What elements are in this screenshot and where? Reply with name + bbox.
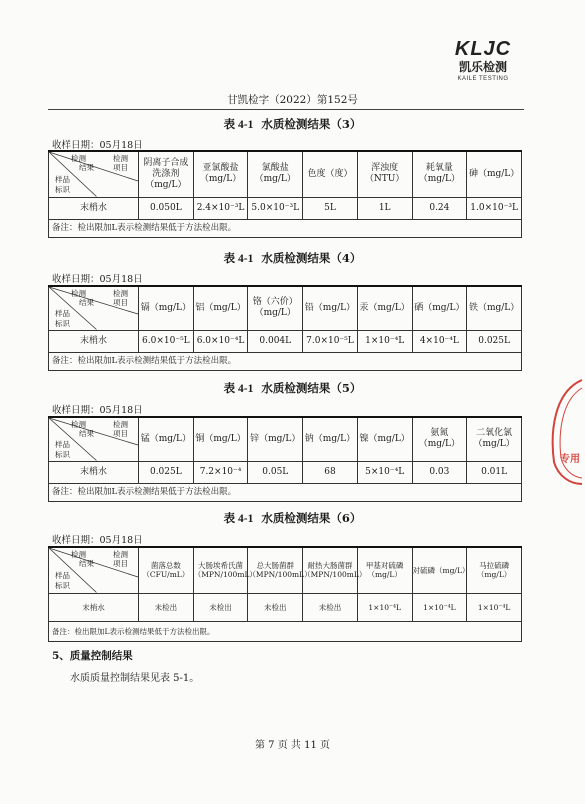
column-header: 硒（mg/L） — [412, 286, 467, 330]
diagonal-header-cell — [49, 417, 139, 461]
results-table — [48, 546, 522, 642]
row-label: 末梢水 — [49, 461, 139, 483]
diag-label-a: 检测 — [71, 289, 86, 298]
value-cell: 7.0×10⁻⁵L — [303, 330, 358, 352]
column-header: 氨氮（mg/L） — [412, 417, 467, 461]
diag-label-f: 标识 — [55, 185, 70, 194]
diag-label-d: 项目 — [113, 429, 128, 438]
value-cell: 未检出 — [139, 593, 194, 621]
table-note: 备注：检出限加L表示检测结果低于方法检出限。 — [49, 219, 522, 237]
value-cell: 7.2×10⁻⁴ — [193, 461, 248, 483]
column-header: 甲基对硫磷（mg/L） — [357, 547, 412, 593]
value-cell: 6.0×10⁻⁵L — [139, 330, 194, 352]
diag-label-b: 检测 — [113, 154, 128, 163]
table-title — [0, 250, 585, 266]
table-title-number: 表 4-1 — [223, 119, 254, 131]
value-cell: 1×10⁻⁴L — [357, 330, 412, 352]
logo-mark: KLJC — [454, 38, 512, 60]
diag-label-c: 结果 — [79, 559, 94, 568]
value-cell: 5×10⁻⁴L — [357, 461, 412, 483]
logo-english-name: KAILE TESTING — [457, 76, 509, 82]
table-title-text: 水质检测结果（6） — [261, 511, 362, 525]
receive-date: 收样日期：05月18日 — [52, 535, 143, 546]
table-title-text: 水质检测结果（5） — [261, 381, 362, 395]
diag-label-e: 样品 — [55, 175, 70, 184]
diag-label-c: 结果 — [79, 163, 94, 172]
column-header: 铝（mg/L） — [193, 286, 248, 330]
column-header: 耗氧量（mg/L） — [412, 151, 467, 197]
diag-label-a: 检测 — [71, 550, 86, 559]
value-cell: 2.4×10⁻³L — [193, 197, 248, 219]
table-note: 备注：检出限加L表示检测结果低于方法检出限。 — [49, 621, 522, 641]
value-cell: 1×10⁻⁴L — [357, 593, 412, 621]
table-row — [49, 330, 522, 352]
diag-label-e: 样品 — [55, 309, 70, 318]
page-footer: 第 7 页 共 11 页 — [255, 740, 330, 751]
diag-label-f: 标识 — [55, 450, 70, 459]
table-title — [0, 380, 585, 396]
diag-label-b: 检测 — [113, 289, 128, 298]
value-cell: 0.24 — [412, 197, 467, 219]
value-cell: 0.01L — [467, 461, 522, 483]
row-label: 末梢水 — [49, 197, 139, 219]
diag-label-c: 结果 — [79, 298, 94, 307]
value-cell: 未检出 — [303, 593, 358, 621]
column-header: 镉（mg/L） — [139, 286, 194, 330]
diagonal-header-cell — [49, 547, 139, 593]
value-cell: 1×10⁻⁴L — [467, 593, 522, 621]
results-table — [48, 285, 522, 371]
value-cell: 未检出 — [248, 593, 303, 621]
section-heading: 5、质量控制结果 — [52, 650, 133, 662]
header-rule — [48, 109, 524, 110]
value-cell: 0.025L — [467, 330, 522, 352]
stamp-text: 专用 — [560, 454, 580, 465]
value-cell: 0.050L — [139, 197, 194, 219]
column-header: 阴离子合成洗涤剂（mg/L） — [139, 151, 194, 197]
table-row — [49, 461, 522, 483]
column-header: 铬（六价）（mg/L） — [248, 286, 303, 330]
value-cell: 5L — [303, 197, 358, 219]
logo-chinese-name: 凯乐检测 — [458, 60, 507, 74]
diag-label-e: 样品 — [55, 440, 70, 449]
table-note: 备注：检出限加L表示检测结果低于方法检出限。 — [49, 352, 522, 370]
diag-label-f: 标识 — [55, 581, 70, 590]
row-label: 末梢水 — [49, 593, 139, 621]
table-title-text: 水质检测结果（4） — [261, 251, 362, 265]
column-header: 大肠埃希氏菌（MPN/100mL） — [193, 547, 248, 593]
value-cell: 0.025L — [139, 461, 194, 483]
column-header: 二氧化氯（mg/L） — [467, 417, 522, 461]
column-header: 菌落总数（CFU/mL） — [139, 547, 194, 593]
column-header: 对硫磷（mg/L） — [412, 547, 467, 593]
receive-date: 收样日期：05月18日 — [52, 140, 143, 151]
red-seal-stamp — [548, 378, 582, 486]
document-number: 甘凯检字（2022）第152号 — [227, 94, 358, 106]
section-text: 水质质量控制结果见表 5-1。 — [70, 673, 200, 684]
diag-label-f: 标识 — [55, 319, 70, 328]
column-header: 镍（mg/L） — [357, 417, 412, 461]
column-header: 砷（mg/L） — [467, 151, 522, 197]
table-note: 备注：检出限加L表示检测结果低于方法检出限。 — [49, 483, 522, 501]
value-cell: 6.0×10⁻⁴L — [193, 330, 248, 352]
column-header: 总大肠菌群（MPN/100mL） — [248, 547, 303, 593]
column-header: 浑浊度（NTU） — [357, 151, 412, 197]
value-cell: 0.03 — [412, 461, 467, 483]
table-title — [0, 510, 585, 526]
column-header: 锰（mg/L） — [139, 417, 194, 461]
value-cell: 1.0×10⁻³L — [467, 197, 522, 219]
table-row — [49, 197, 522, 219]
column-header: 铁（mg/L） — [467, 286, 522, 330]
value-cell: 未检出 — [193, 593, 248, 621]
column-header: 汞（mg/L） — [357, 286, 412, 330]
diag-label-e: 样品 — [55, 571, 70, 580]
diag-label-d: 项目 — [113, 559, 128, 568]
column-header: 铅（mg/L） — [303, 286, 358, 330]
column-header: 马拉硫磷（mg/L） — [467, 547, 522, 593]
diag-label-d: 项目 — [113, 298, 128, 307]
table-title — [0, 116, 585, 132]
diag-label-b: 检测 — [113, 550, 128, 559]
table-title-text: 水质检测结果（3） — [261, 117, 362, 131]
diagonal-header-cell — [49, 151, 139, 197]
value-cell: 1L — [357, 197, 412, 219]
diag-label-a: 检测 — [71, 420, 86, 429]
column-header: 色度（度） — [303, 151, 358, 197]
table-title-number: 表 4-1 — [223, 383, 254, 395]
value-cell: 4×10⁻⁴L — [412, 330, 467, 352]
table-row — [49, 593, 522, 621]
diag-label-d: 项目 — [113, 163, 128, 172]
value-cell: 0.004L — [248, 330, 303, 352]
column-header: 锌（mg/L） — [248, 417, 303, 461]
table-title-number: 表 4-1 — [223, 513, 254, 525]
diag-label-b: 检测 — [113, 420, 128, 429]
column-header: 亚氯酸盐（mg/L） — [193, 151, 248, 197]
receive-date: 收样日期：05月18日 — [52, 274, 143, 285]
diag-label-a: 检测 — [71, 154, 86, 163]
diag-label-c: 结果 — [79, 429, 94, 438]
column-header: 铜（mg/L） — [193, 417, 248, 461]
column-header: 耐热大肠菌群（MPN/100mL） — [303, 547, 358, 593]
value-cell: 1×10⁻⁴L — [412, 593, 467, 621]
diagonal-header-cell — [49, 286, 139, 330]
value-cell: 68 — [303, 461, 358, 483]
results-table — [48, 416, 522, 502]
column-header: 氯酸盐（mg/L） — [248, 151, 303, 197]
results-table — [48, 150, 522, 238]
value-cell: 5.0×10⁻³L — [248, 197, 303, 219]
row-label: 末梢水 — [49, 330, 139, 352]
value-cell: 0.05L — [248, 461, 303, 483]
receive-date: 收样日期：05月18日 — [52, 405, 143, 416]
company-logo — [448, 38, 518, 83]
table-title-number: 表 4-1 — [223, 253, 254, 265]
column-header: 钠（mg/L） — [303, 417, 358, 461]
